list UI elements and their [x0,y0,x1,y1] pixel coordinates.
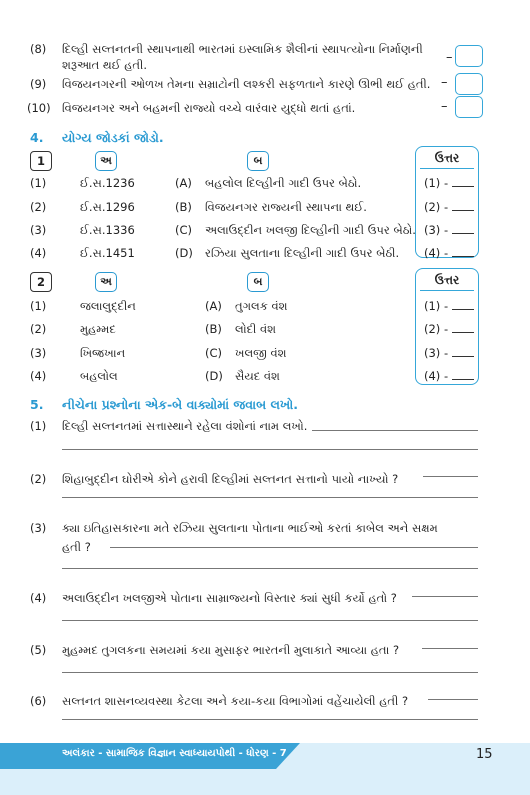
answer-blank[interactable] [452,223,474,234]
answer-line[interactable] [62,672,478,673]
question-text: શિહાબુદ્દીન ઘોરીએ કોને હરાવી દિલ્હીમાં સલ્તનત સત્તાનો પાયો નાખ્યો ? [62,472,399,486]
row-number: (1) [30,176,47,190]
answer-line[interactable] [428,699,478,700]
column-b-item: લોદી વંશ [235,322,276,336]
section-title: નીચેના પ્રશ્નોના એક-બે વાક્યોમાં જવાબ લખો. [62,397,299,412]
row-letter: (C) [205,346,223,360]
question-number: (5) [30,643,47,657]
answer-line[interactable] [312,430,478,431]
question-number: (1) [30,419,47,433]
question-text: અલાઉદ્દીન ખલજીએ પોતાના સામ્રાજ્યનો વિસ્તાર ક્યાં સુધી કર્યો હતો ? [62,591,397,605]
group-label: 1 [30,151,52,171]
question-text: મુહમ્મદ તુગલકના સમયમાં કયા મુસાફર ભારતની મુલાકાતે આવ્યા હતા ? [62,643,400,657]
answer-line[interactable] [412,596,478,597]
column-a-item: બહલોલ [80,369,118,383]
column-b-label: બ [247,151,269,171]
row-number: (4) [30,246,47,260]
row-letter: (D) [175,246,193,260]
section-number: 4. [30,130,44,145]
answer-line[interactable] [62,568,478,569]
column-b-item: તુગલક વંશ [235,299,288,313]
column-b-item: બહલોલ દિલ્હીની ગાદી ઉપર બેઠો. [205,176,362,190]
answer-line[interactable] [423,476,478,477]
row-letter: (C) [175,223,193,237]
item-number: (8) [30,42,47,56]
column-a-item: ખિજ્રખાન [80,346,126,360]
answer-header: ઉત્તર [420,273,474,291]
answer-blank[interactable] [452,346,474,357]
answer-label: (4) - [424,369,449,383]
statement-text: શરૂઆત થઈ હતી. [62,58,147,72]
answer-line[interactable] [62,719,478,720]
group-label: 2 [30,272,52,292]
column-b-item: વિજયનગર રાજ્યની સ્થાપના થઈ. [205,200,367,214]
answer-blank[interactable] [452,369,474,380]
answer-blank[interactable] [452,322,474,333]
answer-box[interactable] [455,73,483,95]
answer-slot [424,346,474,361]
answer-line[interactable] [62,620,478,621]
answer-header: ઉત્તર [420,151,474,169]
column-b-label: બ [247,272,269,292]
answer-line[interactable] [110,547,478,548]
answer-slot [424,200,474,215]
answer-slot [424,322,474,337]
column-a-item: જલાલુદ્દીન [80,299,136,313]
row-number: (1) [30,299,47,313]
question-number: (4) [30,591,47,605]
section-title: યોગ્ય જોડકાં જોડો. [62,130,164,145]
row-number: (3) [30,346,47,360]
answer-label: (3) - [424,346,449,360]
answer-blank[interactable] [452,299,474,310]
answer-slot [424,299,474,314]
answer-box[interactable] [455,96,483,118]
question-number: (2) [30,472,47,486]
answer-slot [424,176,474,191]
column-a-label: અ [95,151,117,171]
item-number: (9) [30,77,47,91]
answer-blank[interactable] [452,246,474,257]
row-letter: (B) [175,200,192,214]
statement-text: વિજયનગરની ઓળખ તેમના સમ્રાટોની લશ્કરી સફળતાને કારણે ઊભી થઈ હતી. [62,77,431,91]
answer-line[interactable] [62,497,478,498]
column-b-item: ખલજી વંશ [235,346,287,360]
answer-blank[interactable] [452,176,474,187]
column-b-item: રઝિયા સુલતાના દિલ્હીની ગાદી ઉપર બેઠી. [205,246,400,260]
column-a-item: ઈ.સ.1451 [80,246,135,260]
answer-label: (1) - [424,176,449,190]
column-a-item: ઈ.સ.1336 [80,223,135,237]
answer-label: (2) - [424,200,449,214]
question-text: દિલ્હી સલ્તનતમાં સત્તાસ્થાને રહેલા વંશોનાં નામ લખો. [62,419,308,433]
answer-blank[interactable] [452,200,474,211]
answer-slot [424,223,474,238]
answer-line[interactable] [62,449,478,450]
row-letter: (A) [205,299,222,313]
statement-text: દિલ્હી સલ્તનતની સ્થાપનાથી ભારતમાં ઇસ્લામિક શૈલીનાં સ્થાપત્યોના નિર્માણની [62,42,423,56]
column-a-item: ઈ.સ.1236 [80,176,135,190]
answer-line[interactable] [422,648,478,649]
question-text: હતી ? [62,540,91,554]
dash: – [441,75,448,90]
row-number: (2) [30,322,47,336]
row-letter: (D) [205,369,223,383]
answer-label: (2) - [424,322,449,336]
page-number: 15 [476,747,493,762]
question-number: (6) [30,694,47,708]
row-letter: (B) [205,322,222,336]
answer-slot [424,246,474,261]
dash: – [441,99,448,114]
row-number: (4) [30,369,47,383]
column-a-item: મુહમ્મદ [80,322,116,336]
question-text: સલ્તનત શાસનવ્યવસ્થા કેટલા અને કયા-કયા વિભાગોમાં વહેંચાયેલી હતી ? [62,694,409,708]
row-letter: (A) [175,176,192,190]
column-b-item: સૈયદ વંશ [235,369,280,383]
answer-label: (3) - [424,223,449,237]
footer-title: અલંકાર - સામાજિક વિજ્ઞાન સ્વાધ્યાયપોથી - ધોરણ - 7 [62,748,287,759]
answer-slot [424,369,474,384]
row-number: (2) [30,200,47,214]
answer-label: (1) - [424,299,449,313]
item-number: (10) [27,101,51,115]
column-a-label: અ [95,272,117,292]
answer-box[interactable] [455,45,483,67]
answer-label: (4) - [424,246,449,260]
statement-text: વિજયનગર અને બહમની રાજ્યો વચ્ચે વારંવાર યુદ્ધો થતાં હતાં. [62,101,356,115]
row-number: (3) [30,223,47,237]
column-b-item: અલાઉદ્દીન ખલજી દિલ્હીની ગાદી ઉપર બેઠો. [205,223,416,237]
question-text: ક્યા ઇતિહાસકારના મતે રઝિયા સુલતાના પોતાના ભાઈઓ કરતાં કાબેલ અને સક્ષમ [62,521,438,535]
section-number: 5. [30,397,44,412]
column-a-item: ઈ.સ.1296 [80,200,135,214]
question-number: (3) [30,521,47,535]
dash: – [446,50,453,65]
